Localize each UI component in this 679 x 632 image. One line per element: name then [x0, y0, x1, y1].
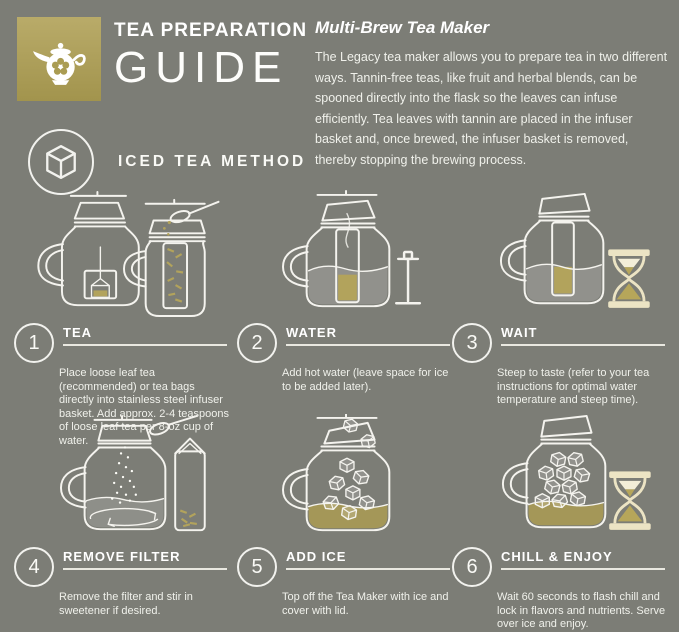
- step-5-illustration add-ice-icon: [247, 414, 447, 542]
- step-number-badge: 4: [14, 547, 54, 587]
- step-1-illustration two-tea-makers-icon: [18, 190, 230, 318]
- product-subtitle: Multi-Brew Tea Maker: [315, 18, 490, 37]
- ice-cubes: [535, 451, 590, 510]
- step-description: Place loose leaf tea (recommended) or tea bags directly into stainless steel infuser basket. Add approx. 2-4 teaspoons of loose leaf tea per 8-oz cup of water.: [59, 367, 230, 447]
- title-line-1: TEA PREPARATION: [114, 20, 308, 41]
- step-label: TEA: [63, 325, 92, 340]
- step-4-header: [14, 547, 234, 587]
- section-title: ICED TEA METHOD: [118, 153, 307, 170]
- step-2: [237, 190, 457, 394]
- page-title: [114, 20, 307, 91]
- hourglass-icon: [609, 471, 651, 530]
- step-5: [237, 414, 457, 618]
- step-label: CHILL & ENJOY: [501, 549, 613, 564]
- brand-logo: [17, 17, 101, 101]
- step-rule: [63, 344, 227, 346]
- step-description: Remove the filter and stir in sweetener if desired.: [59, 591, 193, 617]
- step-description: Top off the Tea Maker with ice and cover with lid.: [282, 591, 449, 617]
- step-3-illustration tea-maker-hourglass-icon: [462, 190, 662, 318]
- sweetener-stream: [111, 446, 137, 504]
- step-label: WAIT: [501, 325, 538, 340]
- step-3: [452, 190, 672, 408]
- step-6: [452, 414, 672, 632]
- step-4-illustration remove-filter-stir-icon: [24, 414, 224, 542]
- step-rule: [286, 568, 450, 570]
- step-number-badge: 5: [237, 547, 277, 587]
- ice-cubes: [322, 418, 376, 521]
- product-description: The Legacy tea maker allows you to prepare tea in two different ways. Tannin-free teas, like fruit and herbal blends, can be spooned directly into the flask so the leaves can infuse efficiently. Tea leaves with tannin are placed in the infuser basket and, once brewed, the infuser basket is removed, thereby stopping the brewing process.: [315, 50, 668, 167]
- step-rule: [63, 568, 227, 570]
- section-icon-circle: [28, 129, 94, 195]
- title-line-2: GUIDE: [114, 43, 289, 92]
- step-description: Add hot water (leave space for ice to be added later).: [282, 367, 449, 393]
- teapot-flower-icon: [26, 26, 92, 92]
- spoon-icon: [149, 416, 197, 437]
- step-number-badge: 3: [452, 323, 492, 363]
- step-description: Wait 60 seconds to flash chill and lock in flavors and nutrients. Serve over ice and enjoy.: [497, 591, 666, 631]
- step-label: ADD ICE: [286, 549, 347, 564]
- step-rule: [501, 344, 665, 346]
- step-1-header: [14, 323, 234, 363]
- step-2-header: [237, 323, 457, 363]
- step-number-badge: 2: [237, 323, 277, 363]
- step-6-illustration chill-enjoy-icon: [462, 414, 662, 542]
- step-description: Steep to taste (refer to your tea instructions for optimal water temperature and steep time).: [497, 367, 650, 407]
- ice-cube-icon: [43, 143, 79, 181]
- thermometer-icon: [396, 252, 420, 303]
- step-3-header: [452, 323, 672, 363]
- section-heading: [28, 129, 306, 195]
- step-rule: [286, 344, 450, 346]
- step-label: WATER: [286, 325, 337, 340]
- step-number-badge: 6: [452, 547, 492, 587]
- step-number-badge: 1: [14, 323, 54, 363]
- step-label: REMOVE FILTER: [63, 549, 181, 564]
- step-2-illustration tea-maker-hot-water-icon: [247, 190, 447, 318]
- step-4: [14, 414, 234, 618]
- step-1: [14, 190, 234, 449]
- step-5-header: [237, 547, 457, 587]
- step-6-header: [452, 547, 672, 587]
- tea-leaves-in-filter: [180, 510, 197, 528]
- hourglass-icon: [608, 249, 650, 308]
- step-rule: [501, 568, 665, 570]
- header-intro: [315, 18, 671, 170]
